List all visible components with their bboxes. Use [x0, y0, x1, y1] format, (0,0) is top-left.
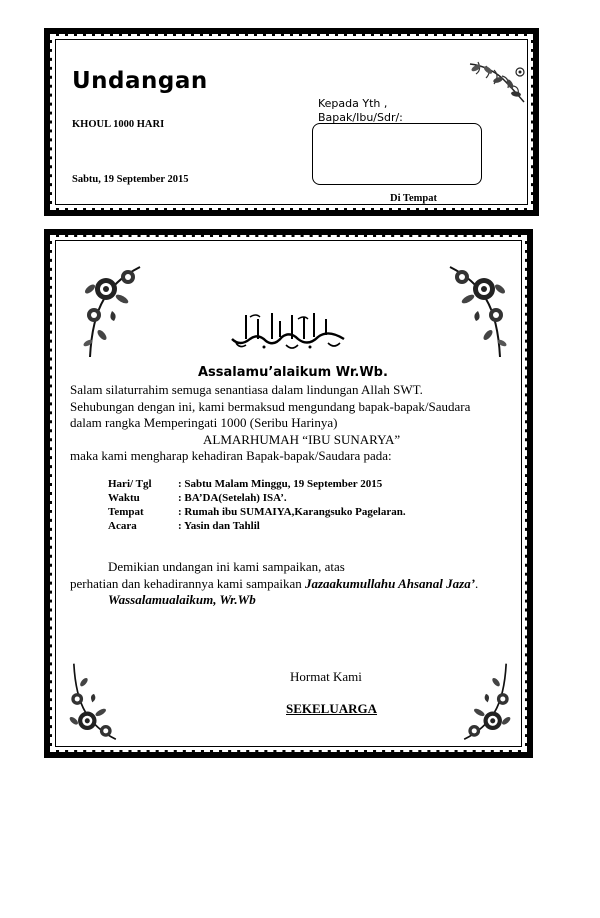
paragraph-line: Salam silaturrahim semuga senantiasa dalam lindungan Allah SWT.: [70, 382, 423, 397]
event-details: [108, 477, 508, 533]
header-card: [44, 28, 539, 216]
signature: SEKELUARGA: [286, 701, 378, 716]
detail-row: [108, 505, 508, 519]
regards-text: Hormat Kami: [290, 669, 362, 684]
detail-label: Hari/ Tgl: [108, 478, 152, 490]
detail-value: : Yasin dan Tahlil: [178, 520, 260, 532]
recipient-line-1: Kepada Yth ,: [318, 97, 388, 110]
detail-label: Waktu: [108, 492, 140, 504]
closing-paragraph: [70, 559, 530, 609]
salutation: Wassalamualaikum, Wr.Wb: [108, 592, 256, 607]
closing-line: [70, 576, 530, 593]
detail-value: : Rumah ibu SUMAIYA,Karangsuko Pagelaran.: [178, 506, 406, 518]
closing-emphasis: Jazaakumullahu Ahsanal Jaza’: [305, 575, 476, 591]
address-box: [312, 123, 482, 185]
floral-ornament-top-left: [82, 259, 146, 359]
closing-text: perhatian dan kehadirannya kami sampaikan: [70, 575, 305, 591]
detail-row: [108, 519, 508, 533]
deceased-name: ALMARHUMAH “IBU SUNARYA”: [203, 431, 401, 447]
floral-ornament-bottom-left: [62, 662, 126, 746]
closing-suffix: .: [475, 575, 479, 591]
paragraph-line: dalam rangka Memperingati 1000 (Seribu Harinya): [70, 415, 338, 430]
place-text: Di Tempat: [390, 193, 437, 204]
floral-corner-icon: [468, 58, 526, 106]
detail-value: : BA’DA(Setelah) ISA’.: [178, 492, 287, 504]
request-line: maka kami mengharap kehadiran Bapak-bapak/Saudara pada:: [70, 448, 392, 463]
floral-ornament-bottom-right: [454, 662, 518, 746]
basmala-calligraphy-icon: [228, 309, 348, 351]
invitation-title: Undangan: [72, 68, 208, 94]
detail-row: [108, 491, 508, 505]
detail-row: [108, 477, 508, 491]
greeting-heading: Assalamu’alaikum Wr.Wb.: [198, 365, 388, 380]
floral-ornament-top-right: [444, 259, 508, 359]
letter-paragraph: [70, 382, 520, 465]
event-subtitle: KHOUL 1000 HARI: [72, 119, 165, 130]
paragraph-line: Sehubungan dengan ini, kami bermaksud mengundang bapak-bapak/Saudara: [70, 398, 471, 414]
detail-value: : Sabtu Malam Minggu, 19 September 2015: [178, 478, 383, 490]
detail-label: Tempat: [108, 506, 144, 518]
closing-line: Demikian undangan ini kami sampaikan, atas: [108, 559, 345, 574]
recipient-line-2: Bapak/Ibu/Sdr/:: [318, 111, 403, 124]
letter-card: [44, 229, 533, 758]
detail-label: Acara: [108, 520, 137, 532]
event-date: Sabtu, 19 September 2015: [72, 174, 189, 185]
